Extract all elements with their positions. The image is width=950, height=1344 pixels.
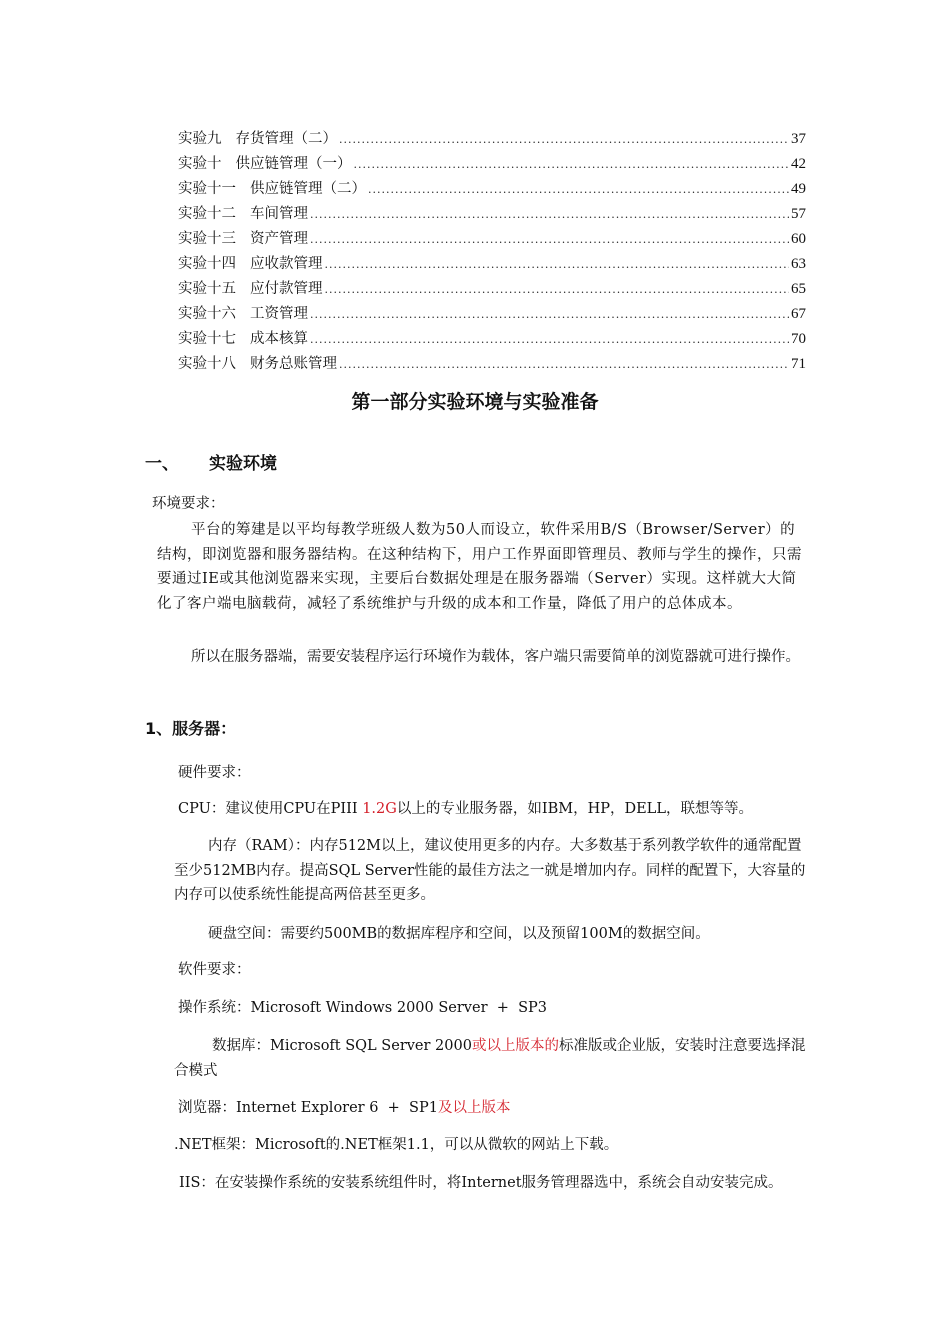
toc-number: 实验十四 (178, 256, 236, 272)
toc-leader (310, 308, 789, 321)
software-label: 软件要求： (178, 962, 251, 978)
env-paragraph-2: 所以在服务器端，需要安装程序运行环境作为载体，客户端只需要简单的浏览器就可进行操作。 (191, 649, 800, 665)
hardware-label: 硬件要求： (178, 765, 251, 781)
toc-entry[interactable] (178, 177, 806, 202)
toc-page: 57 (791, 206, 806, 222)
database-requirement (174, 1034, 808, 1083)
section-heading (145, 449, 277, 474)
toc-number: 实验十七 (178, 331, 236, 347)
toc-page: 42 (791, 156, 806, 172)
toc-title: 财务总账管理 (250, 356, 337, 372)
toc-number: 实验十三 (178, 231, 236, 247)
iis-requirement: IIS：在安装操作系统的安装系统组件时，将Internet服务管理器选中，系统会自动安装完成。 (179, 1175, 783, 1191)
env-label: 环境要求： (152, 496, 225, 512)
cpu-text: CPU：建议使用CPU在PIII (178, 801, 363, 817)
section-number: 一、 (145, 454, 179, 474)
toc-title: 资产管理 (250, 231, 308, 247)
toc-page: 71 (791, 356, 806, 372)
toc-leader (310, 233, 789, 246)
toc-page: 49 (791, 181, 806, 197)
server-heading: 1、服务器： (145, 719, 237, 738)
toc-entry[interactable] (178, 277, 806, 302)
toc-leader (310, 333, 789, 346)
section-title: 实验环境 (209, 454, 277, 474)
toc-entry[interactable] (178, 227, 806, 252)
toc-entry[interactable] (178, 127, 806, 152)
db-text-end: 标准版或企业版，安装时注意要选择混合模式 (174, 1038, 806, 1079)
toc-title: 供应链管理（一） (235, 156, 352, 172)
toc-number: 实验十五 (178, 281, 236, 297)
browser-requirement (178, 1096, 510, 1121)
cpu-speed: 1.2G (362, 801, 397, 817)
toc-number: 实验十一 (178, 181, 236, 197)
toc-page: 37 (791, 131, 806, 147)
toc-number: 实验十八 (178, 356, 236, 372)
ram-requirement: 内存（RAM）：内存512M以上，建议使用更多的内存。大多数基于系列教学软件的通常配置至少512MB内存。提高SQL Server性能的最佳方法之一就是增加内存。同样的配置下，大容量的内存可以使系统性能提高两倍甚至更多。 (174, 838, 806, 903)
toc-page: 67 (791, 306, 806, 322)
os-requirement: 操作系统：Microsoft Windows 2000 Server + SP3 (178, 1000, 547, 1016)
browser-version-note: 及以上版本 (437, 1100, 511, 1116)
toc-entry[interactable] (178, 252, 806, 277)
toc-leader (354, 158, 790, 171)
env-paragraph-1: 平台的筹建是以平均每教学班级人数为50人而设立，软件采用B/S（Browser/Server）的结构，即浏览器和服务器结构。在这种结构下，用户工作界面即管理员、教师与学生的操作，只需要通过IE或其他浏览器来实现，主要后台数据处理是在服务器端（Server）实现。这样就大大简化了客户端电脑载荷，减轻了系统维护与升级的成本和工作量，降低了用户的总体成本。 (157, 522, 802, 612)
toc-number: 实验十 (178, 156, 222, 172)
toc-page: 60 (791, 231, 806, 247)
dotnet-requirement: .NET框架：Microsoft的.NET框架1.1，可以从微软的网站上下载。 (174, 1137, 619, 1153)
browser-text: 浏览器：Internet Explorer 6 + SP1 (178, 1100, 438, 1116)
db-version-note: 或以上版本的 (471, 1038, 559, 1054)
toc-leader (325, 283, 790, 296)
toc-title: 成本核算 (250, 331, 308, 347)
toc-number: 实验十六 (178, 306, 236, 322)
toc-title: 工资管理 (250, 306, 308, 322)
db-text: 数据库：Microsoft SQL Server 2000 (212, 1038, 472, 1054)
toc-title: 车间管理 (250, 206, 308, 222)
cpu-requirement (178, 797, 753, 822)
toc-leader (339, 358, 789, 371)
toc-title: 应付款管理 (250, 281, 323, 297)
toc-title: 应收款管理 (250, 256, 323, 272)
toc-page: 63 (791, 256, 806, 272)
toc-entry[interactable] (178, 202, 806, 227)
table-of-contents (178, 127, 806, 377)
toc-entry[interactable] (178, 302, 806, 327)
toc-title: 存货管理（二） (235, 131, 337, 147)
toc-title: 供应链管理（二） (250, 181, 366, 197)
toc-leader (368, 183, 789, 196)
toc-entry[interactable] (178, 327, 806, 352)
toc-leader (310, 208, 789, 221)
toc-number: 实验九 (178, 131, 222, 147)
toc-entry[interactable] (178, 352, 806, 377)
toc-page: 70 (791, 331, 806, 347)
disk-requirement: 硬盘空间：需要约500MB的数据库程序和空间，以及预留100M的数据空间。 (208, 926, 710, 942)
toc-leader (339, 133, 789, 146)
toc-entry[interactable] (178, 152, 806, 177)
cpu-text-end: 以上的专业服务器，如IBM，HP，DELL，联想等等。 (396, 801, 753, 817)
toc-page: 65 (791, 281, 806, 297)
part-title: 第一部分实验环境与实验准备 (351, 391, 599, 413)
toc-leader (325, 258, 790, 271)
toc-number: 实验十二 (178, 206, 236, 222)
